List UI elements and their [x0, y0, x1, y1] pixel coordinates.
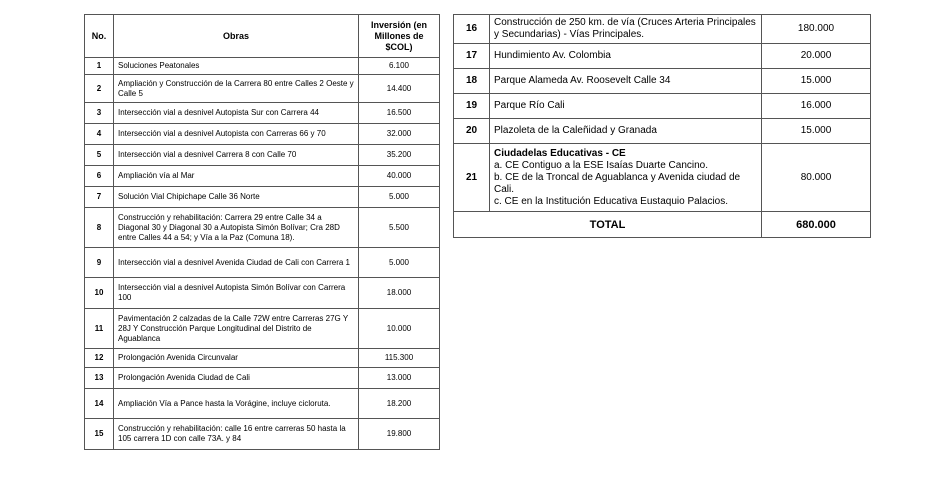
- table-row: [85, 75, 440, 103]
- row-valor: 6.100: [359, 58, 440, 75]
- obras-table-left: [84, 14, 440, 450]
- table-row: [85, 103, 440, 124]
- row-number: 18: [454, 69, 490, 94]
- row-obra: Prolongación Avenida Ciudad de Cali: [114, 368, 359, 389]
- row-valor: 14.400: [359, 75, 440, 103]
- row-number: 15: [85, 419, 114, 450]
- row-obra: Intersección vial a desnivel Avenida Ciudad de Cali con Carrera 1: [114, 248, 359, 278]
- table-row: [454, 69, 871, 94]
- row-valor: 10.000: [359, 309, 440, 349]
- table-row: [85, 368, 440, 389]
- row-valor: 5.000: [359, 187, 440, 208]
- row-valor: 15.000: [762, 119, 871, 144]
- row-valor: 13.000: [359, 368, 440, 389]
- obras-table-right: [453, 14, 871, 238]
- row-number: 6: [85, 166, 114, 187]
- header-no: No.: [85, 15, 114, 58]
- row-number: 14: [85, 389, 114, 419]
- row-obra: Hundimiento Av. Colombia: [490, 44, 762, 69]
- row-number: 16: [454, 15, 490, 44]
- row-obra: Parque Alameda Av. Roosevelt Calle 34: [490, 69, 762, 94]
- row-number: 9: [85, 248, 114, 278]
- table-row: [454, 15, 871, 44]
- table-row: [454, 119, 871, 144]
- list-item: c. CE en la Institución Educativa Eustaquio Palacios.: [494, 195, 729, 207]
- total-label: TOTAL: [454, 212, 762, 238]
- row-obra: Ampliación Vía a Pance hasta la Vorágine, incluye cicloruta.: [114, 389, 359, 419]
- total-value: 680.000: [762, 212, 871, 238]
- row-valor: 5.000: [359, 248, 440, 278]
- row-number: 2: [85, 75, 114, 103]
- row-valor: 80.000: [762, 144, 871, 212]
- row-number: 21: [454, 144, 490, 212]
- row-valor: 18.200: [359, 389, 440, 419]
- total-row: [454, 212, 871, 238]
- row-obra: Intersección vial a desnivel Autopista con Carreras 66 y 70: [114, 124, 359, 145]
- row-obra: Construcción de 250 km. de vía (Cruces Arteria Principales y Secundarias) - Vías Principales.: [490, 15, 762, 44]
- row-valor: 32.000: [359, 124, 440, 145]
- row-valor: 18.000: [359, 278, 440, 309]
- row-number: 1: [85, 58, 114, 75]
- table-row: [85, 278, 440, 309]
- row-obra: Solución Vial Chipichape Calle 36 Norte: [114, 187, 359, 208]
- row-number: 7: [85, 187, 114, 208]
- table-row: [85, 349, 440, 368]
- table-row: [85, 124, 440, 145]
- row-obra: Soluciones Peatonales: [114, 58, 359, 75]
- row-obra: Intersección vial a desnivel Autopista Sur con Carrera 44: [114, 103, 359, 124]
- row-number: 10: [85, 278, 114, 309]
- table-row: [85, 187, 440, 208]
- row-number: 4: [85, 124, 114, 145]
- row-valor: 16.500: [359, 103, 440, 124]
- table-row: [85, 419, 440, 450]
- row-valor: 20.000: [762, 44, 871, 69]
- row-obra: Intersección vial a desnivel Autopista Simón Bolívar con Carrera 100: [114, 278, 359, 309]
- row-obra: Construcción y rehabilitación: Carrera 29 entre Calle 34 a Diagonal 30 y Diagonal 30 a Autopista Simón Bolívar; Cra 28D entre Calles 44 a 54; y Vía a la Paz (Comuna 18).: [114, 208, 359, 248]
- row-number: 11: [85, 309, 114, 349]
- row-valor: 5.500: [359, 208, 440, 248]
- row-obra: Plazoleta de la Caleñidad y Granada: [490, 119, 762, 144]
- row-title: Ciudadelas Educativas - CE: [494, 147, 626, 159]
- row-number: 19: [454, 94, 490, 119]
- list-item: b. CE de la Troncal de Aguablanca y Avenida ciudad de Cali.: [494, 171, 741, 195]
- row-obra: Ampliación vía al Mar: [114, 166, 359, 187]
- table-row: [85, 145, 440, 166]
- row-obra: Intersección vial a desnivel Carrera 8 con Calle 70: [114, 145, 359, 166]
- row-number: 13: [85, 368, 114, 389]
- table-row: [85, 248, 440, 278]
- row-obra: Construcción y rehabilitación: calle 16 entre carreras 50 hasta la 105 carrera 1D con calle 73A. y 84: [114, 419, 359, 450]
- row-valor: 16.000: [762, 94, 871, 119]
- row-valor: 35.200: [359, 145, 440, 166]
- row-number: 20: [454, 119, 490, 144]
- row-valor: 180.000: [762, 15, 871, 44]
- row-valor: 19.800: [359, 419, 440, 450]
- table-row: [85, 58, 440, 75]
- list-item: a. CE Contiguo a la ESE Isaías Duarte Cancino.: [494, 159, 709, 171]
- header-obras: Obras: [114, 15, 359, 58]
- row-number: 5: [85, 145, 114, 166]
- row-number: 8: [85, 208, 114, 248]
- row-valor: 15.000: [762, 69, 871, 94]
- header-row: [85, 15, 440, 58]
- table-row: [454, 94, 871, 119]
- table-row: [85, 389, 440, 419]
- table-row: [85, 166, 440, 187]
- header-inversion: Inversión (en Millones de $COL): [359, 15, 440, 58]
- table-row: [454, 44, 871, 69]
- row-number: 12: [85, 349, 114, 368]
- row-obra: Prolongación Avenida Circunvalar: [114, 349, 359, 368]
- row-valor: 115.300: [359, 349, 440, 368]
- table-row: [454, 144, 871, 212]
- row-number: 17: [454, 44, 490, 69]
- table-row: [85, 309, 440, 349]
- row-obra: Pavimentación 2 calzadas de la Calle 72W entre Carreras 27G Y 28J Y Construcción Parque Longitudinal del Distrito de Aguablanca: [114, 309, 359, 349]
- table-row: [85, 208, 440, 248]
- row-valor: 40.000: [359, 166, 440, 187]
- row-obra: [490, 144, 762, 212]
- row-number: 3: [85, 103, 114, 124]
- row-obra: Ampliación y Construcción de la Carrera 80 entre Calles 2 Oeste y Calle 5: [114, 75, 359, 103]
- row-obra: Parque Río Cali: [490, 94, 762, 119]
